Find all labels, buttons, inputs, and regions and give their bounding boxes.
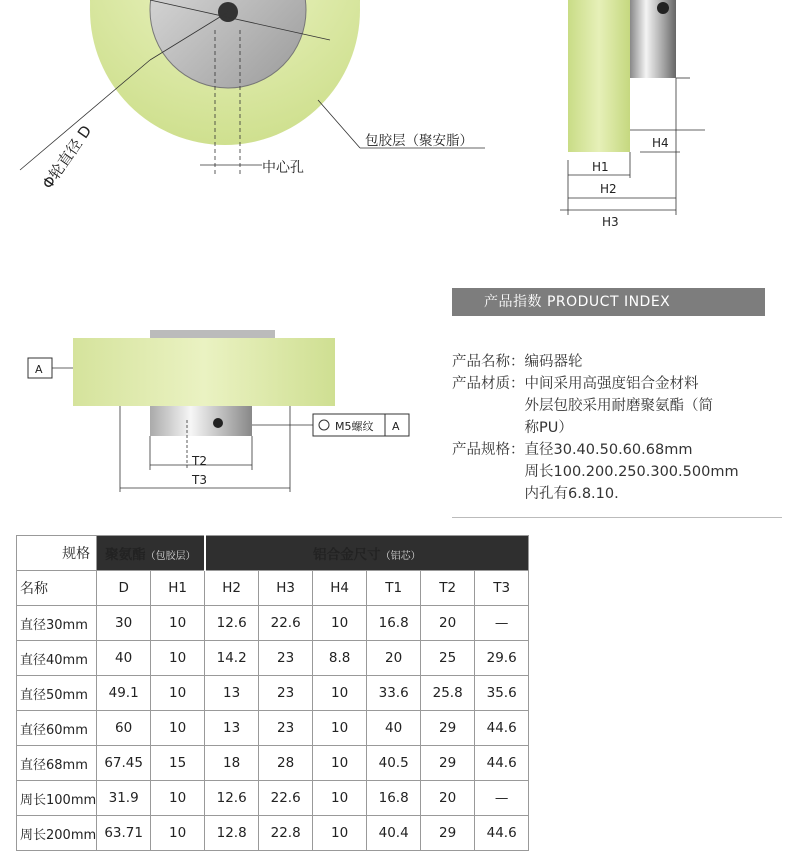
side-hub: [630, 0, 676, 78]
h4-label: H4: [652, 136, 669, 150]
m5-ref-label: A: [392, 420, 400, 433]
table-cell: 23: [259, 641, 313, 676]
table-cell: —: [475, 781, 529, 816]
table-cell: 10: [313, 676, 367, 711]
table-cell: 10: [313, 816, 367, 851]
table-cell: 40.4: [367, 816, 421, 851]
row-name: 直径50mm: [17, 676, 97, 711]
table-cell: 10: [151, 816, 205, 851]
row-name: 直径60mm: [17, 711, 97, 746]
table-cell: 22.6: [259, 606, 313, 641]
table-cell: 14.2: [205, 641, 259, 676]
corner-name-label: 名称: [20, 581, 48, 597]
row-name: 周长200mm: [17, 816, 97, 851]
side-coating: [568, 0, 630, 152]
front-view-drawing: [0, 0, 473, 240]
m5-thread-label: M5螺纹: [335, 420, 374, 433]
table-cell: 29: [421, 746, 475, 781]
table-cell: 22.6: [259, 781, 313, 816]
column-header: H2: [205, 571, 259, 606]
table-cell: 25: [421, 641, 475, 676]
product-name-line: 产品名称：编码器轮: [452, 354, 583, 370]
t2-label: T2: [192, 454, 207, 468]
table-row: [17, 711, 529, 746]
table-row: [17, 816, 529, 851]
table-cell: 67.45: [97, 746, 151, 781]
product-spec-line-3: 内孔有6.8.10.: [452, 486, 619, 502]
row-name: 直径40mm: [17, 641, 97, 676]
product-material-line-3: 称PU）: [452, 420, 573, 436]
column-header: D: [97, 571, 151, 606]
table-cell: 23: [259, 676, 313, 711]
table-cell: 10: [151, 641, 205, 676]
h3-label: H3: [602, 215, 619, 229]
table-cell: 10: [151, 781, 205, 816]
table-cell: 16.8: [367, 781, 421, 816]
table-cell: 20: [367, 641, 421, 676]
table-cell: 29: [421, 816, 475, 851]
table-corner-bottom: [17, 571, 97, 606]
pu-group-header: [97, 536, 205, 571]
table-cell: 12.6: [205, 781, 259, 816]
product-spec-line: 产品规格：直径30.40.50.60.68mm: [452, 442, 693, 458]
diameter-label: Φ轮直径 D: [38, 122, 96, 193]
table-cell: 29.6: [475, 641, 529, 676]
product-material-line: 产品材质：中间采用高强度铝合金材料: [452, 376, 699, 392]
table-cell: 31.9: [97, 781, 151, 816]
table-row: [17, 676, 529, 711]
section-hub: [150, 406, 252, 436]
t3-label: T3: [192, 473, 207, 487]
product-index-header: 产品指数 PRODUCT INDEX: [452, 288, 765, 316]
row-name: 周长100mm: [17, 781, 97, 816]
table-cell: 12.6: [205, 606, 259, 641]
al-group-sub: （铝芯）: [380, 551, 421, 562]
table-cell: 13: [205, 676, 259, 711]
corner-spec-label: 规格: [62, 546, 91, 562]
table-cell: 10: [151, 606, 205, 641]
table-cell: —: [475, 606, 529, 641]
table-cell: 10: [313, 711, 367, 746]
column-header: T3: [475, 571, 529, 606]
table-cell: 49.1: [97, 676, 151, 711]
table-row: [17, 781, 529, 816]
table-cell: 18: [205, 746, 259, 781]
column-header: T2: [421, 571, 475, 606]
table-cell: 23: [259, 711, 313, 746]
pu-group-label: 聚氨酯: [105, 547, 146, 563]
table-cell: 12.8: [205, 816, 259, 851]
product-index-panel: [452, 350, 797, 504]
table-cell: 10: [313, 606, 367, 641]
row-name: 直径68mm: [17, 746, 97, 781]
column-header: H4: [313, 571, 367, 606]
table-cell: 10: [151, 676, 205, 711]
table-row: [17, 606, 529, 641]
table-column-header-row: [17, 571, 529, 606]
table-cell: 40: [367, 711, 421, 746]
table-cell: 10: [151, 711, 205, 746]
table-group-header-row: [17, 536, 529, 571]
table-cell: 44.6: [475, 711, 529, 746]
spec-table: [16, 535, 529, 851]
column-header: H3: [259, 571, 313, 606]
table-cell: 25.8: [421, 676, 475, 711]
table-cell: 28: [259, 746, 313, 781]
center-hole-label: 中心孔: [262, 160, 304, 176]
table-cell: 35.6: [475, 676, 529, 711]
table-corner-top: [17, 536, 97, 571]
table-cell: 44.6: [475, 816, 529, 851]
pu-group-sub: （包胶层）: [145, 551, 196, 562]
table-cell: 29: [421, 711, 475, 746]
table-cell: 33.6: [367, 676, 421, 711]
side-view-drawing: [540, 0, 800, 240]
table-cell: 63.71: [97, 816, 151, 851]
section-coating: [73, 338, 335, 406]
product-material-line-2: 外层包胶采用耐磨聚氨酯（简: [452, 398, 713, 414]
table-cell: 10: [313, 746, 367, 781]
table-cell: 16.8: [367, 606, 421, 641]
table-cell: 44.6: [475, 746, 529, 781]
table-cell: 60: [97, 711, 151, 746]
row-name: 直径30mm: [17, 606, 97, 641]
h2-label: H2: [600, 182, 617, 196]
table-cell: 40.5: [367, 746, 421, 781]
table-cell: 20: [421, 781, 475, 816]
table-row: [17, 746, 529, 781]
column-header: H1: [151, 571, 205, 606]
table-cell: 8.8: [313, 641, 367, 676]
product-spec-line-2: 周长100.200.250.300.500mm: [452, 464, 739, 480]
table-cell: 20: [421, 606, 475, 641]
table-cell: 13: [205, 711, 259, 746]
table-cell: 40: [97, 641, 151, 676]
datum-a-label: A: [35, 363, 43, 376]
al-group-header: [205, 536, 529, 571]
coating-label: 包胶层（聚安脂）: [365, 133, 473, 149]
h1-label: H1: [592, 160, 609, 174]
column-header: T1: [367, 571, 421, 606]
al-group-label: 铝合金尺寸: [313, 547, 381, 563]
table-row: [17, 641, 529, 676]
section-view-drawing: [0, 320, 440, 500]
product-index-divider: [452, 517, 782, 518]
table-cell: 10: [313, 781, 367, 816]
table-cell: 30: [97, 606, 151, 641]
table-cell: 22.8: [259, 816, 313, 851]
table-cell: 15: [151, 746, 205, 781]
